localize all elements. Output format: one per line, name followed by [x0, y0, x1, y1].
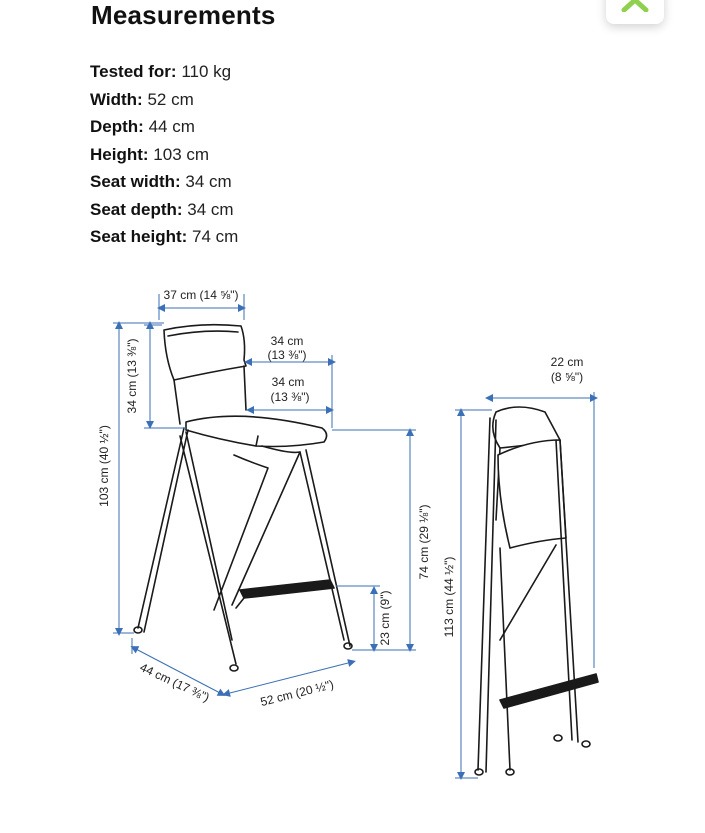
spec-label: Height:: [90, 144, 149, 164]
dim-folded-height: 113 cm (44 ½"): [442, 556, 456, 638]
spec-label: Width:: [90, 89, 143, 109]
dim-footrest-height: 23 cm (9"): [378, 590, 392, 646]
spec-value: 103 cm: [153, 144, 210, 164]
dim-back-width: 37 cm (14 ⅝"): [163, 288, 239, 302]
dim-total-height: 103 cm (40 ½"): [97, 425, 111, 507]
spec-label: Tested for:: [90, 62, 177, 81]
spec-label: Seat width:: [90, 172, 181, 191]
spec-value: 34 cm: [187, 199, 234, 219]
spec-value: 74 cm: [192, 227, 239, 246]
spec-label: Seat depth:: [90, 199, 183, 219]
folded-stool-drawing: [475, 407, 598, 775]
dim-folded-depth-cm: 22 cm: [550, 355, 584, 369]
dim-folded-depth-in: (8 ⅝"): [550, 370, 584, 384]
spec-value: 34 cm: [185, 172, 232, 191]
dim-seat-depth-in: (13 ⅜"): [270, 390, 310, 404]
spec-value: 44 cm: [148, 117, 195, 136]
dim-seat-width-in: (13 ⅜"): [267, 348, 307, 362]
dim-seat-width-cm: 34 cm: [270, 334, 304, 348]
dim-depth: 44 cm (17 ⅜"): [137, 660, 212, 705]
spec-value: 52 cm: [147, 89, 194, 109]
dim-seat-height: 74 cm (29 ⅛"): [417, 504, 431, 580]
spec-value: 110 kg: [181, 62, 232, 81]
spec-label: Seat height:: [90, 227, 188, 246]
dim-seat-depth-cm: 34 cm: [271, 375, 305, 389]
unfolded-stool-drawing: [134, 325, 352, 671]
spec-label: Depth:: [90, 117, 144, 136]
page-title: Measurements: [91, 0, 276, 30]
dim-width: 52 cm (20 ½"): [258, 677, 336, 709]
dim-back-height: 34 cm (13 ⅜"): [125, 338, 139, 414]
